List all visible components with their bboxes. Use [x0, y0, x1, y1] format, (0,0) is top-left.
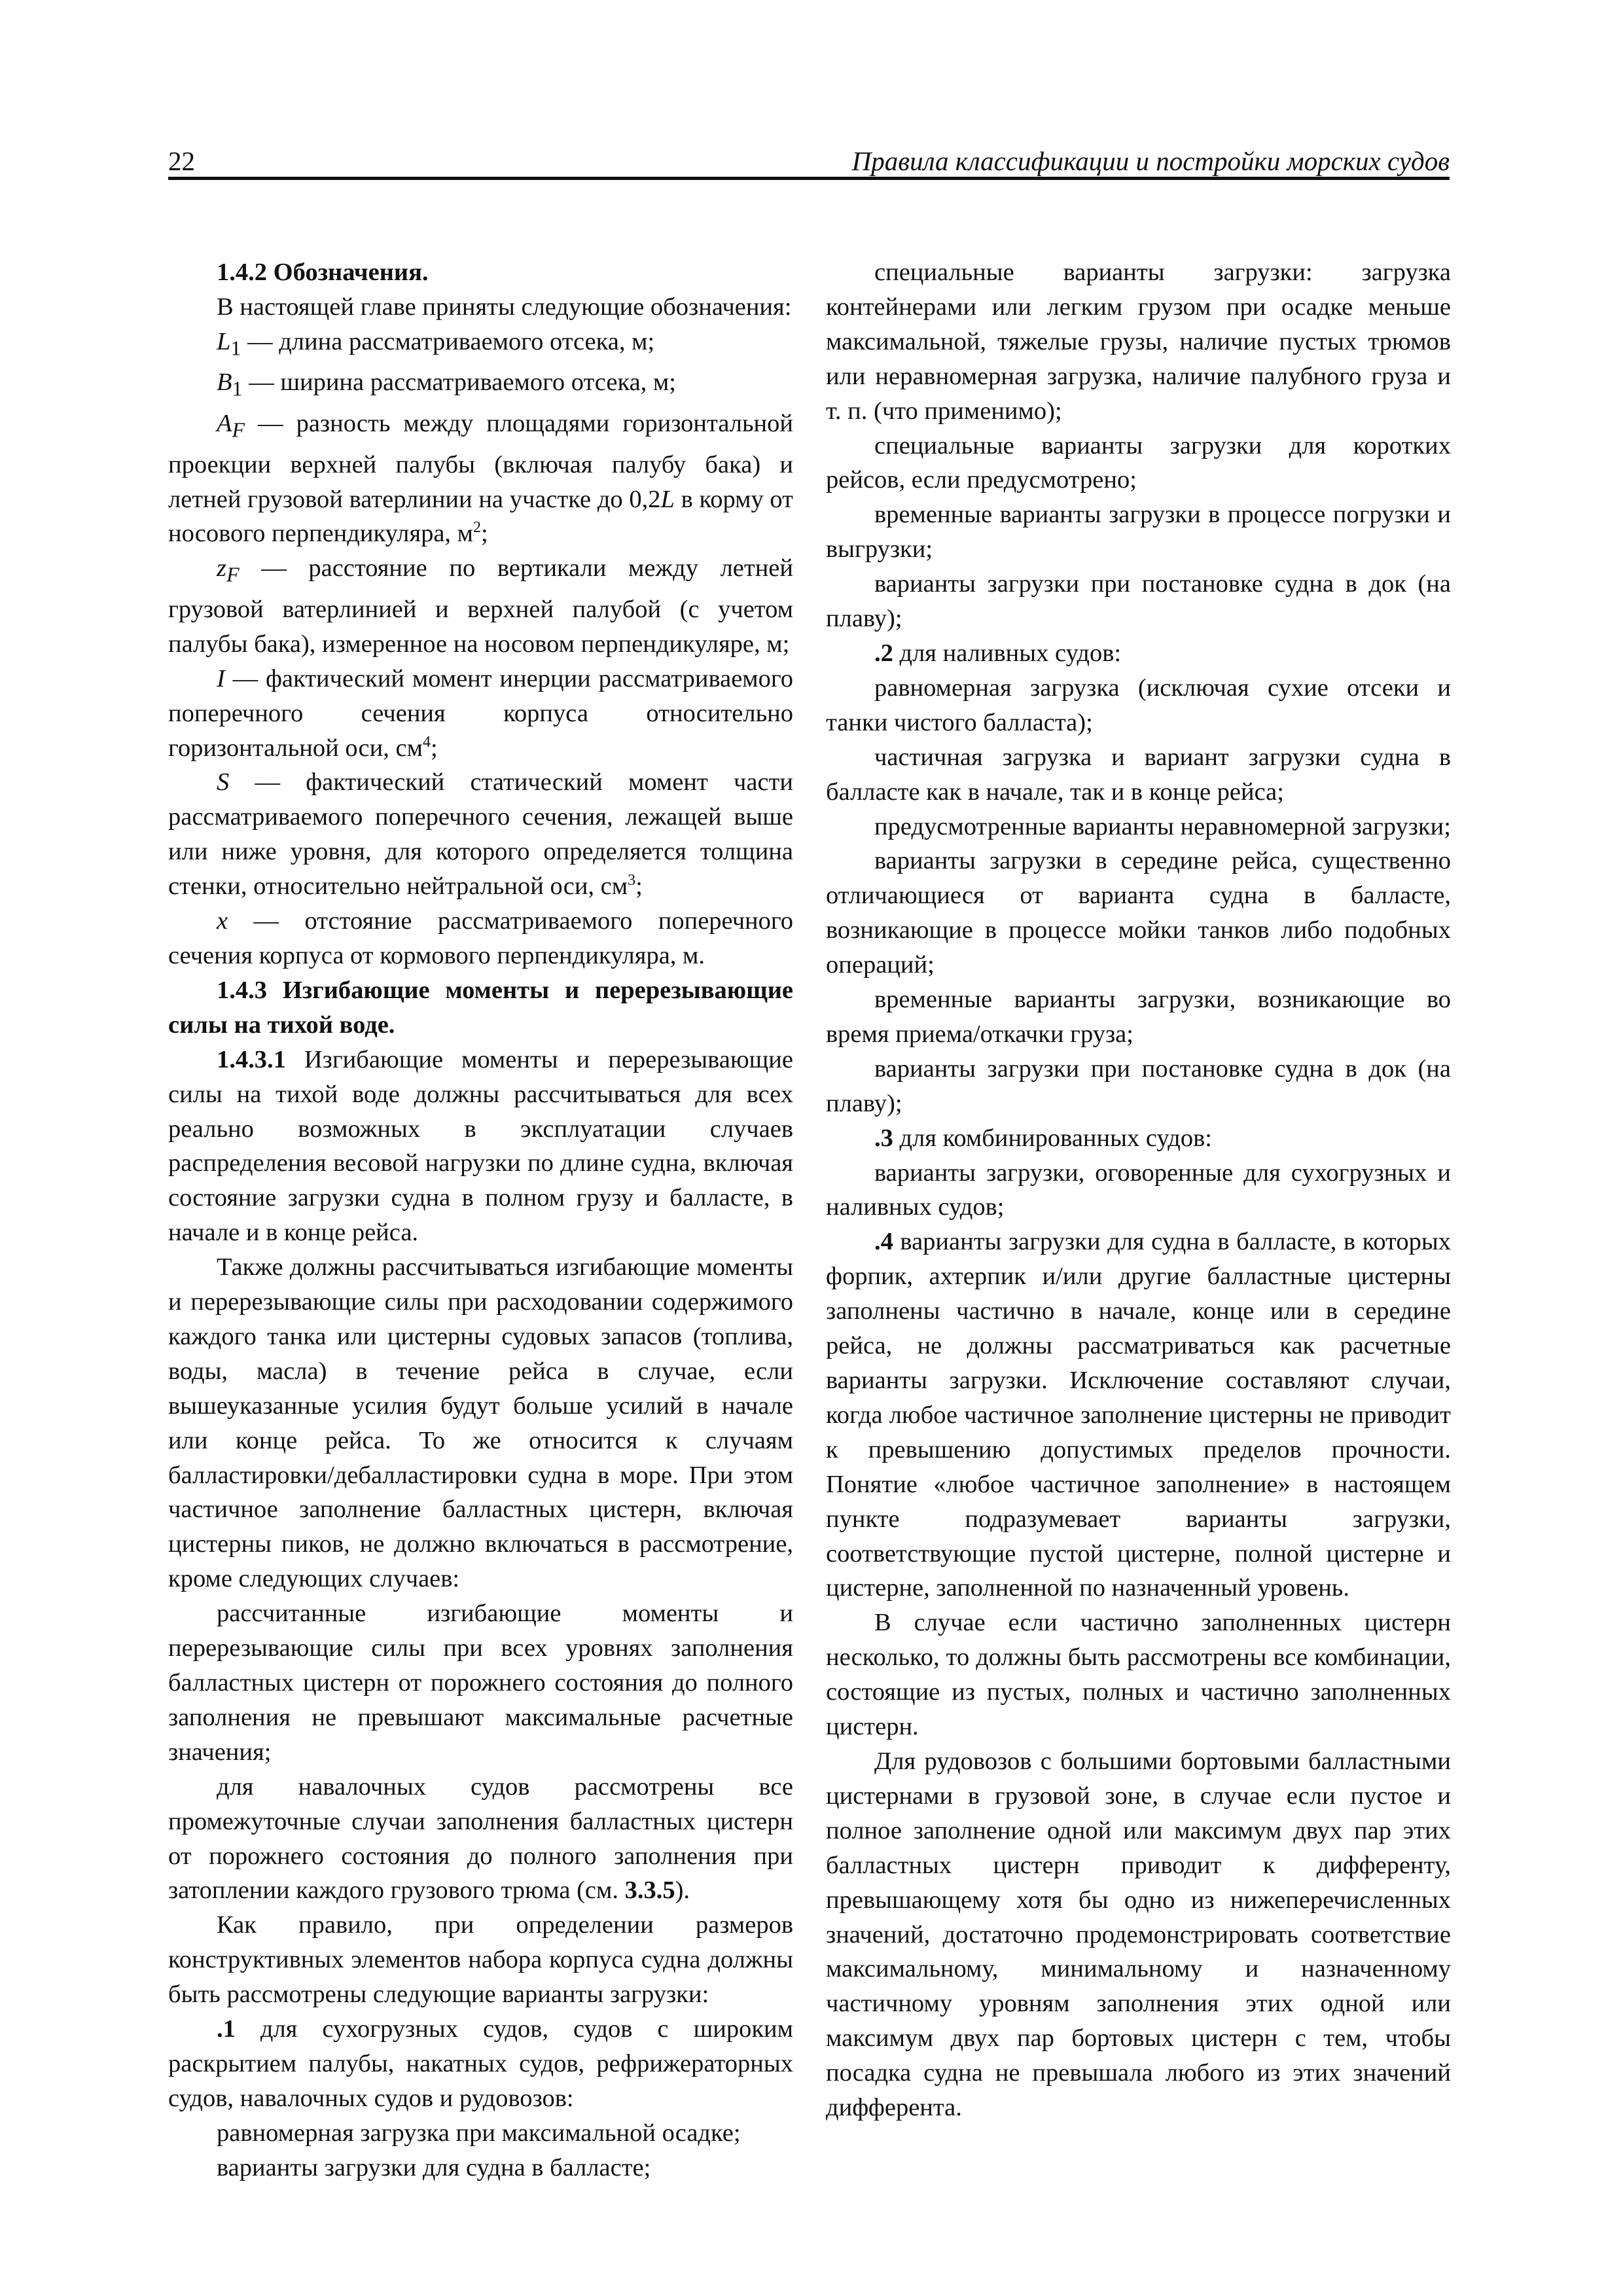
definition-text: — разность между площадями горизонтальной проекции верхней палубы (включая палубу бака) и летней грузовой ватерлинии на участке до 0,2: [168, 410, 793, 513]
list-number: .3: [874, 1124, 893, 1152]
definition-i: [168, 662, 793, 766]
definition-l1: [168, 325, 793, 366]
definition-b1: [168, 365, 793, 406]
symbol: I: [217, 664, 225, 692]
left-column: [168, 255, 793, 2185]
paragraph: специальные варианты загрузки для коротких рейсов, если предусмотрено;: [826, 431, 1451, 494]
definition-s: [168, 765, 793, 904]
paragraph: варианты загрузки при постановке судна в док (на плаву);: [826, 570, 1451, 633]
running-title: Правила классификации и постройки морских судов: [851, 146, 1450, 176]
definition-text: — расстояние по вертикали между летней грузовой ватерлинией и верхней палубой (с учетом палубы бака), измеренное на носовом перпендикуляре, м;: [168, 554, 793, 658]
paragraph-text: для навалочных судов рассмотрены все промежуточные случаи заполнения балластных цистерн от порожнего состояния до полного заполнения при затоплении каждого грузового трюма (см.: [168, 1772, 793, 1905]
definition-x: [168, 904, 793, 973]
list-item-2: [826, 636, 1451, 671]
section-number: 1.4.3: [217, 976, 267, 1004]
paragraph-text: ).: [675, 1876, 690, 1905]
punctuation: ;: [430, 734, 438, 762]
subscript: F: [226, 563, 240, 586]
section-heading-1-4-3: [168, 973, 793, 1043]
definition-af: [168, 406, 793, 551]
paragraph: временные варианты загрузки, возникающие во время приема/откачки груза;: [826, 986, 1451, 1048]
paragraph: варианты загрузки при постановке судна в док (на плаву);: [826, 1054, 1451, 1117]
section-number: 1.4.3.1: [217, 1045, 286, 1073]
definition-text: — отстояние рассматриваемого поперечного сечения корпуса от кормового перпендикуляра, м.: [168, 907, 793, 969]
paragraph: специальные варианты загрузки: загрузка контейнерами или легким грузом при осадке меньше максимальной, тяжелые грузы, наличие пустых трюмов или неравномерная загрузка, наличие палубного груза и т. п. (что применимо);: [826, 259, 1451, 425]
paragraph: варианты загрузки в середине рейса, существенно отличающиеся от варианта судна в балласте, возникающие в процессе мойки танков либо подобных операций;: [826, 847, 1451, 979]
paragraph-1-4-3-1: [168, 1043, 793, 1250]
paragraph-text: Изгибающие моменты и перерезывающие силы на тихой воде должны рассчитываться для всех реально возможных в эксплуатации случаев распределения весовой нагрузки по длине судна, включая состояние загрузки судна в полном грузу и балласте, в начале и в конце рейса.: [168, 1045, 793, 1247]
section-number: 1.4.2: [217, 259, 267, 286]
list-item-text: для комбинированных судов:: [893, 1124, 1212, 1152]
paragraph: варианты загрузки для судна в балласте;: [217, 2153, 651, 2181]
paragraph: частичная загрузка и вариант загрузки судна в балласте как в начале, так и в конце рейса;: [826, 743, 1451, 806]
list-number: .1: [217, 2015, 236, 2043]
list-item-text: для наливных судов:: [893, 639, 1122, 667]
paragraph: равномерная загрузка (исключая сухие отсеки и танки чистого балласта);: [826, 673, 1451, 736]
symbol: L: [660, 485, 675, 513]
paragraph: равномерная загрузка при максимальной осадке;: [217, 2119, 741, 2147]
symbol: S: [217, 768, 230, 797]
paragraph: временные варианты загрузки в процессе погрузки и выгрузки;: [826, 501, 1451, 564]
subscript: 1: [232, 377, 243, 401]
superscript: 3: [628, 872, 636, 889]
symbol: L: [217, 327, 231, 355]
symbol: x: [217, 907, 228, 935]
definition-text: в корму от носового перпендикуляра, м: [168, 485, 793, 548]
symbol: z: [217, 554, 226, 583]
paragraph: рассчитанные изгибающие моменты и перерезывающие силы при всех уровнях заполнения балластных цистерн от порожнего состояния до полного заполнения не превышают максимальные расчетные значения;: [168, 1600, 793, 1766]
list-number: .2: [874, 639, 893, 667]
definition-text: — длина рассматриваемого отсека, м;: [241, 327, 655, 355]
list-item-text: варианты загрузки для судна в балласте, в которых форпик, ахтерпик и/или другие балластные цистерны заполнены частично в начале, конце или в середине рейса, не должны рассматриваться как расчетные варианты загрузки. Исключение составляют случаи, когда любое частичное заполнение цистерны не приводит к превышению допустимых пределов прочности. Понятие «любое частичное заполнение» в настоящем пункте подразумевает варианты загрузки, соответствующие пустой цистерне, полной цистерне и цистерне, заполненной по назначенный уровень.: [826, 1228, 1451, 1602]
definition-text: — ширина рассматриваемого отсека, м;: [242, 368, 676, 397]
section-title: Обозначения.: [273, 259, 429, 286]
superscript: 2: [473, 519, 482, 537]
punctuation: ;: [481, 520, 488, 548]
paragraph: В случае если частично заполненных цистерн несколько, то должны быть рассмотрены все комбинации, состоящие из пустых, полных и частично заполненных цистерн.: [826, 1609, 1451, 1741]
symbol: B: [217, 368, 232, 397]
subscript: F: [232, 418, 245, 442]
paragraph: Также должны рассчитываться изгибающие моменты и перерезывающие силы при расходовании содержимого каждого танка или цистерны судовых запасов (топлива, воды, масла) в течение рейса в случае, если вышеуказанные усилия будут больше усилий в начале или конце рейса. То же относится к случаям балластировки/дебалластировки судна в море. При этом частичное заполнение балластных цистерн, включая цистерны пиков, не должно включаться в рассмотрение, кроме следующих случаев:: [168, 1253, 793, 1593]
section-heading-1-4-2: [168, 255, 793, 290]
paragraph: Для рудовозов с большими бортовыми балластными цистернами в грузовой зоне, в случае если пустое и полное заполнение одной или максимум двух пар этих балластных цистерн приводит к дифференту, превышающему хотя бы одно из нижеперечисленных значений, достаточно продемонстрировать соответствие максимальному, минимальному и назначенному частичному уровням заполнения этих одной или максимум двух пар бортовых цистерн с тем, чтобы посадка судна не превышала любого из этих значений дифферента.: [826, 1747, 1451, 2122]
list-item-4: [826, 1225, 1451, 1605]
list-item-1: [168, 2012, 793, 2116]
header-rule: [168, 177, 1450, 180]
paragraph: В настоящей главе приняты следующие обозначения:: [217, 293, 792, 321]
definition-text: — фактический статический момент части рассматриваемого поперечного сечения, лежащей выше или ниже уровня, для которого определяется толщина стенки, относительно нейтральной оси, см: [168, 768, 793, 901]
list-item-text: для сухогрузных судов, судов с широким раскрытием палубы, накатных судов, рефрижераторных судов, навалочных судов и рудовозов:: [168, 2015, 793, 2112]
definition-zf: [168, 551, 793, 661]
paragraph: [168, 1770, 793, 1909]
paragraph: Как правило, при определении размеров конструктивных элементов набора корпуса судна должны быть рассмотрены следующие варианты загрузки:: [168, 1911, 793, 2009]
superscript: 4: [422, 733, 431, 751]
right-column: [826, 255, 1451, 2125]
paragraph: предусмотренные варианты неравномерной загрузки;: [874, 812, 1451, 840]
cross-reference: 3.3.5: [624, 1876, 675, 1905]
definition-text: — фактический момент инерции рассматриваемого поперечного сечения корпуса относительно горизонтальной оси, см: [168, 664, 793, 762]
punctuation: ;: [635, 872, 643, 901]
symbol: A: [217, 410, 232, 437]
paragraph: варианты загрузки, оговоренные для сухогрузных и наливных судов;: [826, 1158, 1451, 1221]
subscript: 1: [230, 336, 241, 360]
list-item-3: [826, 1121, 1451, 1156]
section-title: Изгибающие моменты и перерезывающие силы на тихой воде.: [168, 976, 793, 1039]
page-number: 22: [168, 146, 195, 176]
page-header: [168, 143, 1450, 179]
list-number: .4: [874, 1228, 893, 1256]
